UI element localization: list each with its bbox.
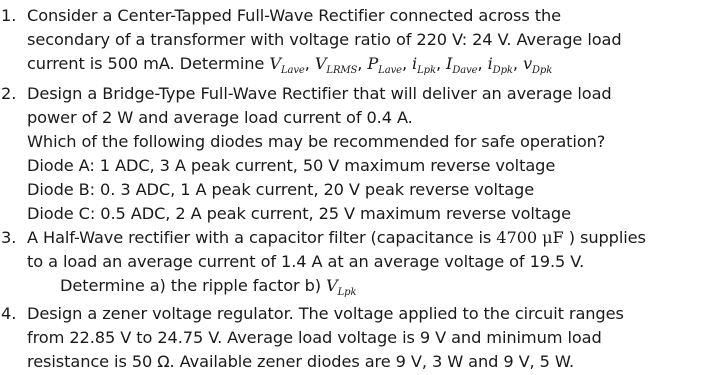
problem-4-text-2: from 22.85 V to 24.75 V. Average load voltage is 9 V and minimum load (27, 328, 602, 347)
math-v-lrms: $V_{LRMS}$ (314, 54, 358, 76)
math-v-dpk: $v_{Dpk}$ (522, 54, 553, 76)
problem-2-text-2: power of 2 W and average load current of 0.4 A. (27, 108, 413, 127)
problem-3-text-1: A Half-Wave rectifier with a capacitor filter (capacitance is (27, 228, 497, 247)
capacitance-value: 4700 μF (496, 228, 564, 247)
problem-2-text-3: Which of the following diodes may be recommended for safe operation? (27, 132, 606, 151)
problem-1-number: 1. (1, 6, 17, 25)
problem-2-number: 2. (1, 84, 17, 103)
problem-4-text-1: Design a zener voltage regulator. The voltage applied to the circuit ranges (27, 304, 624, 323)
math-i-dave: $I_{Dave}$ (446, 54, 478, 76)
problem-2-text-1: Design a Bridge-Type Full-Wave Rectifier that will deliver an average load (27, 84, 612, 103)
problem-1-text-1: Consider a Center-Tapped Full-Wave Rectifier connected across the (27, 6, 561, 25)
math-i-lpk: $i_{Lpk}$ (412, 54, 436, 76)
diode-b-spec: Diode B: 0. 3 ADC, 1 A peak current, 20 V peak reverse voltage (27, 180, 535, 199)
problem-3-text-3: Determine a) the ripple factor b) (60, 276, 327, 295)
problem-3-text-2: to a load an average current of 1.4 A at an average voltage of 19.5 V. (27, 252, 585, 271)
problem-4-number: 4. (1, 304, 17, 323)
problem-3-text-3-wrap (60, 274, 356, 305)
math-p-lave: $P_{Lave}$ (367, 54, 402, 76)
diode-c-spec: Diode C: 0.5 ADC, 2 A peak current, 25 V maximum reverse voltage (27, 204, 571, 223)
diode-a-spec: Diode A: 1 ADC, 3 A peak current, 50 V maximum reverse voltage (27, 156, 556, 175)
problem-3-text-1b: ) supplies (563, 228, 646, 247)
problem-1-text-3: current is 500 mA. Determine (27, 54, 270, 73)
problem-3-number: 3. (1, 228, 17, 247)
math-v-lave: $V_{Lave}$ (269, 54, 305, 76)
problem-4-text-3: resistance is 50 Ω. Available zener diodes are 9 V, 3 W and 9 V, 5 W. (27, 352, 574, 371)
math-i-dpk: $i_{Dpk}$ (487, 54, 513, 76)
problem-1-text-3-wrap: current is 500 mA. Determine $V_{Lave}$, $V_{LRMS}$, $P_{Lave}$, $i_{Lpk}$, $I_{Dave}$, $i_{Dpk}$, $v_{Dpk}$ (27, 54, 553, 76)
math-v-lpk: $V_{Lpk}$ (326, 276, 357, 298)
problem-3-text-1-wrap (27, 226, 646, 250)
problem-1-text-2: secondary of a transformer with voltage ratio of 220 V: 24 V. Average load (27, 30, 622, 49)
